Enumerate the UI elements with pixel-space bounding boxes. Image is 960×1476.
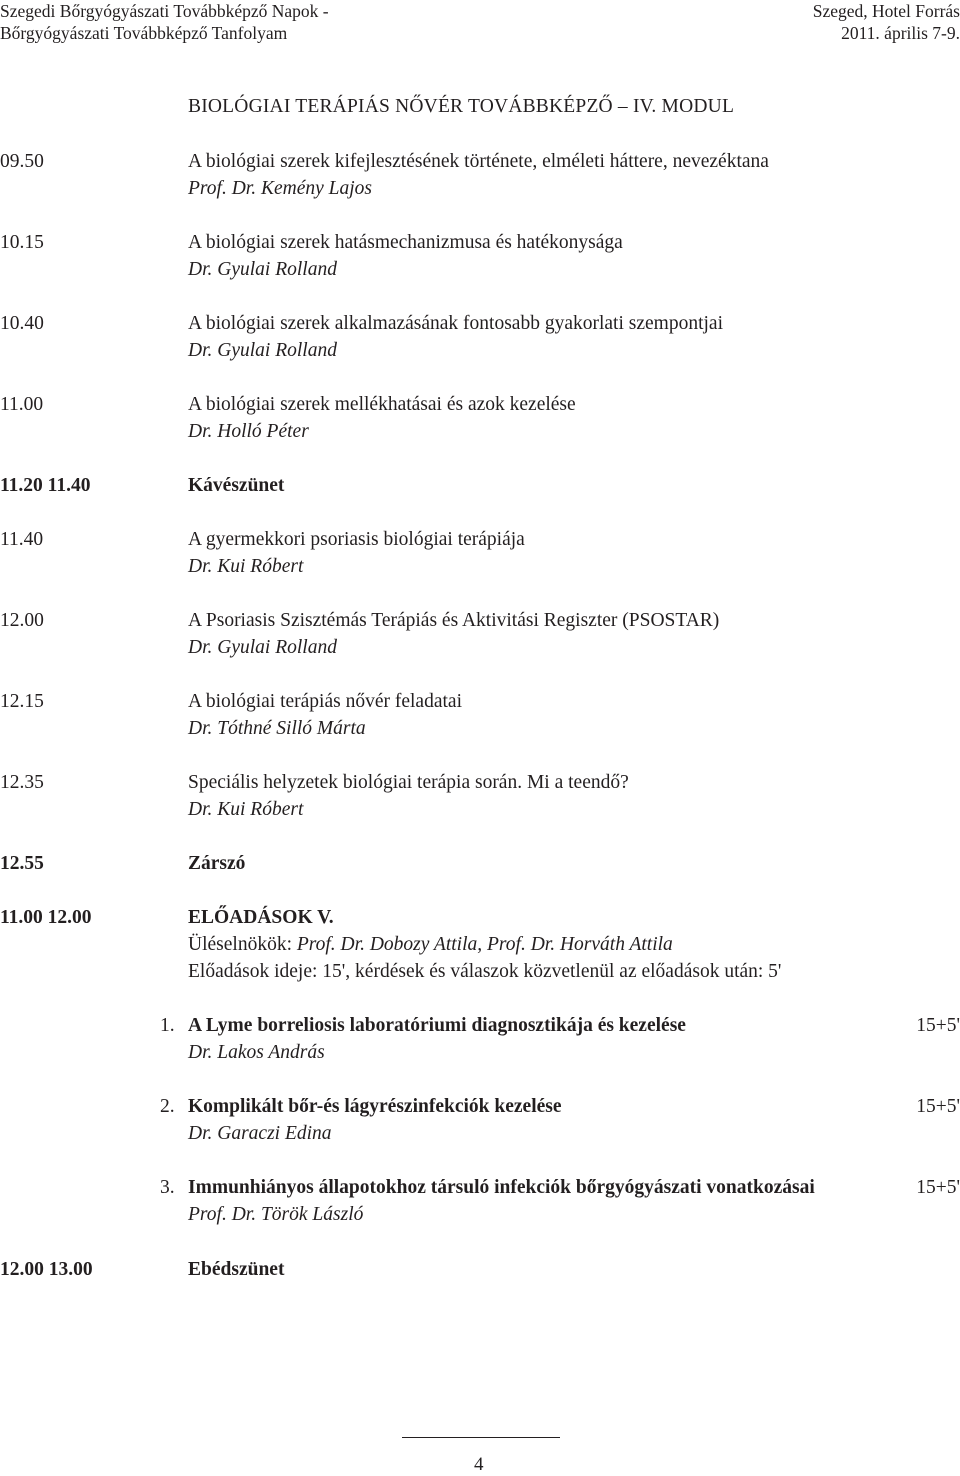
module-title: BIOLÓGIAI TERÁPIÁS NŐVÉR TOVÁBBKÉPZŐ – IV. MODUL bbox=[188, 96, 735, 117]
session-time: 09.50 bbox=[0, 151, 44, 172]
session-speaker: Prof. Dr. Kemény Lajos bbox=[188, 178, 372, 199]
talk-title: A Lyme borreliosis laboratóriumi diagnosztikája és kezelése bbox=[188, 1015, 686, 1036]
session-time: 10.40 bbox=[0, 313, 44, 334]
lectures-note: Előadások ideje: 15', kérdések és válaszok közvetlenül az előadások után: 5' bbox=[188, 961, 782, 982]
closing-time: 12.55 bbox=[0, 853, 44, 874]
session-speaker: Dr. Gyulai Rolland bbox=[188, 637, 337, 658]
talk-duration: 15+5' bbox=[916, 1177, 960, 1198]
talk-number: 1. bbox=[160, 1015, 175, 1036]
session-time: 11.40 bbox=[0, 529, 44, 550]
header-event-name: Szegedi Bőrgyógyászati Továbbképző Napok - bbox=[0, 1, 329, 21]
session-time: 11.00 bbox=[0, 394, 44, 415]
session-speaker: Dr. Kui Róbert bbox=[188, 556, 304, 577]
talk-number: 3. bbox=[160, 1177, 175, 1198]
session-speaker: Dr. Tóthné Silló Márta bbox=[188, 718, 366, 739]
session-speaker: Dr. Gyulai Rolland bbox=[188, 340, 337, 361]
session-title: A biológiai szerek alkalmazásának fontosabb gyakorlati szempontjai bbox=[188, 313, 723, 334]
lectures-title: ELŐADÁSOK V. bbox=[188, 907, 334, 928]
chairs-names: Prof. Dr. Dobozy Attila, Prof. Dr. Horváth Attila bbox=[296, 934, 673, 955]
session-title: A biológiai terápiás nővér feladatai bbox=[188, 691, 462, 712]
header-venue: Szeged, Hotel Forrás bbox=[812, 1, 960, 21]
session-speaker: Dr. Kui Róbert bbox=[188, 799, 304, 820]
session-time: 12.15 bbox=[0, 691, 44, 712]
session-time: 10.15 bbox=[0, 232, 44, 253]
closing-title: Zárszó bbox=[188, 853, 246, 874]
talk-duration: 15+5' bbox=[916, 1015, 960, 1036]
session-title: Speciális helyzetek biológiai terápia során. Mi a teendő? bbox=[188, 772, 629, 793]
chairs-label: Üléselnökök: bbox=[188, 934, 292, 955]
talk-speaker: Prof. Dr. Török László bbox=[188, 1204, 364, 1225]
session-speaker: Dr. Holló Péter bbox=[188, 421, 309, 442]
chairs-line bbox=[188, 932, 673, 958]
page-number: 4 bbox=[474, 1454, 484, 1475]
talk-title: Immunhiányos állapotokhoz társuló infekciók bőrgyógyászati vonatkozásai bbox=[188, 1177, 815, 1198]
session-time: 12.35 bbox=[0, 772, 44, 793]
session-time: 12.00 bbox=[0, 610, 44, 631]
session-title: A biológiai szerek kifejlesztésének története, elméleti háttere, nevezéktana bbox=[188, 151, 769, 172]
header-right bbox=[813, 0, 960, 44]
talk-speaker: Dr. Garaczi Edina bbox=[188, 1123, 332, 1144]
header-course-name: Bőrgyógyászati Továbbképző Tanfolyam bbox=[0, 23, 288, 43]
footer-rule bbox=[402, 1437, 560, 1438]
session-title: A biológiai szerek mellékhatásai és azok kezelése bbox=[188, 394, 576, 415]
lunch-time: 12.00 13.00 bbox=[0, 1259, 93, 1280]
session-speaker: Dr. Gyulai Rolland bbox=[188, 259, 337, 280]
break-time: 11.20 11.40 bbox=[0, 475, 91, 496]
session-title: A biológiai szerek hatásmechanizmusa és hatékonysága bbox=[188, 232, 623, 253]
session-title: A gyermekkori psoriasis biológiai terápiája bbox=[188, 529, 525, 550]
header-left bbox=[0, 0, 329, 44]
talk-number: 2. bbox=[160, 1096, 175, 1117]
break-title: Kávészünet bbox=[188, 475, 285, 496]
session-title: A Psoriasis Szisztémás Terápiás és Aktivitási Regiszter (PSOSTAR) bbox=[188, 610, 720, 631]
talk-title: Komplikált bőr-és lágyrészinfekciók kezelése bbox=[188, 1096, 562, 1117]
talk-duration: 15+5' bbox=[916, 1096, 960, 1117]
lunch-title: Ebédszünet bbox=[188, 1259, 285, 1280]
header-date: 2011. április 7-9. bbox=[841, 23, 960, 43]
lectures-time: 11.00 12.00 bbox=[0, 907, 92, 928]
talk-speaker: Dr. Lakos András bbox=[188, 1042, 325, 1063]
